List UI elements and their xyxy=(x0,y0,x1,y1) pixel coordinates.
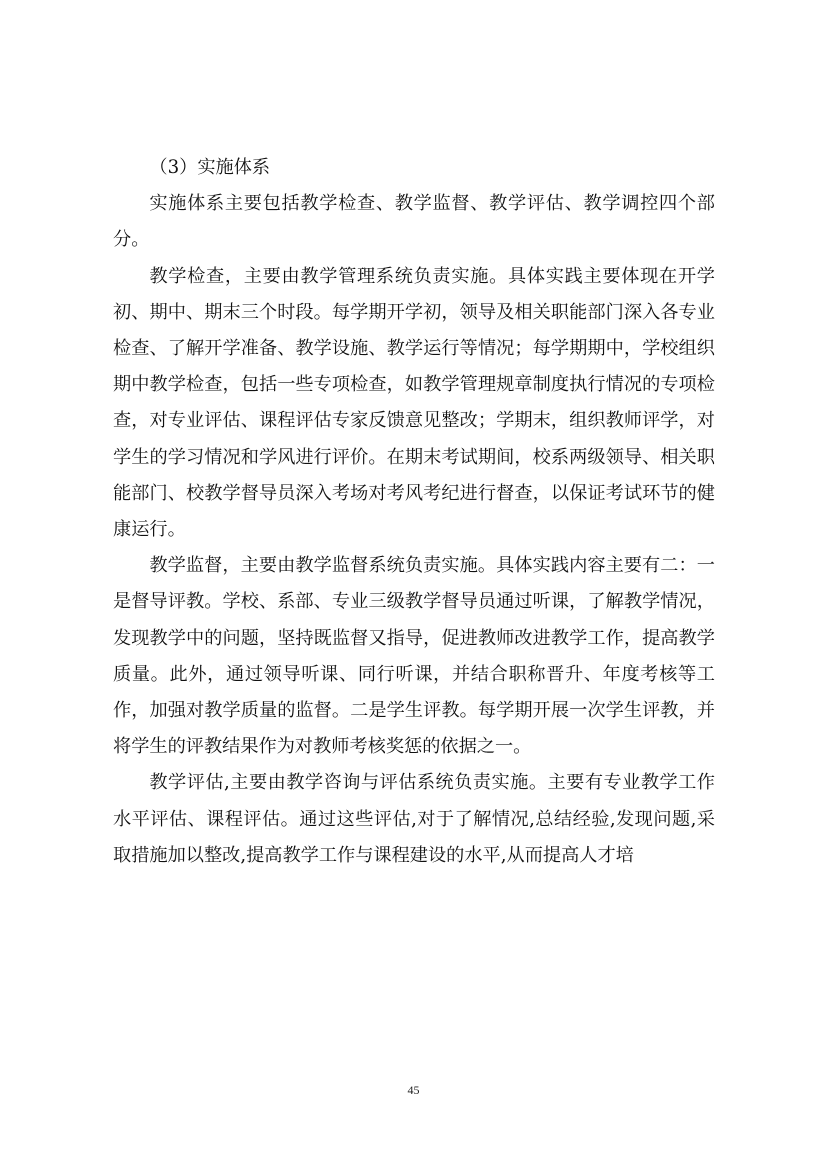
paragraph-teaching-evaluation: 教学评估,主要由教学咨询与评估系统负责实施。主要有专业教学工作水平评估、课程评估。通过这些评估,对于了解情况,总结经验,发现问题,采取措施加以整改,提高教学工作与课程建设的水平,从而提高人才培 xyxy=(113,772,715,866)
section-heading: （3）实施体系 xyxy=(149,157,271,178)
paragraph-teaching-inspection: 教学检查，主要由教学管理系统负责实施。具体实践主要体现在开学初、期中、期末三个时段。每学期开学初，领导及相关职能部门深入各专业检查、了解开学准备、教学设施、教学运行等情况；每学期期中，学校组织期中教学检查，包括一些专项检查，如教学管理规章制度执行情况的专项检查，对专业评估、课程评估专家反馈意见整改；学期末，组织教师评学，对学生的学习情况和学风进行评价。在期末考试期间，校系两级领导、相关职能部门、校教学督导员深入考场对考风考纪进行督查，以保证考试环节的健康运行。 xyxy=(113,265,715,541)
paragraph-teaching-supervision: 教学监督，主要由教学监督系统负责实施。具体实践内容主要有二：一是督导评教。学校、系部、专业三级教学督导员通过听课，了解教学情况，发现教学中的问题，坚持既监督又指导，促进教师改进教学工作，提高教学质量。此外，通过领导听课、同行听课，并结合职称晋升、年度考核等工作，加强对教学质量的监督。二是学生评教。每学期开展一次学生评教，并将学生的评教结果作为对教师考核奖惩的依据之一。 xyxy=(113,555,715,758)
paragraph-overview: 实施体系主要包括教学检查、教学监督、教学评估、教学调控四个部分。 xyxy=(113,193,715,251)
body-text xyxy=(113,150,715,874)
page-number: 45 xyxy=(407,1083,420,1097)
